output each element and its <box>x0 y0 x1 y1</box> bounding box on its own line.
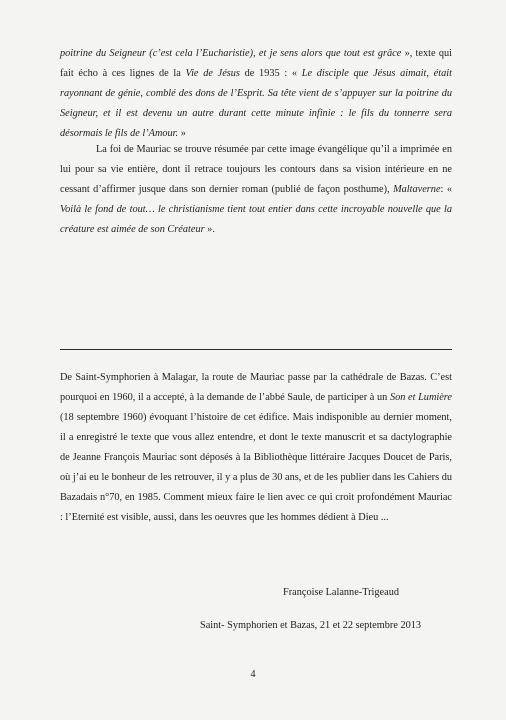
body-text: (18 septembre 1960) évoquant l’histoire de cet édifice. Mais indisponible au dernier moment, il a enregistré le texte que vous allez entendre, et dont le texte manuscrit et sa dactylographie de Jeanne François Mauriac sont déposés à la Bibliothèque littéraire Jacques Doucet de Paris, où j’ai eu le bonheur de les retrouver, il y a plus de 30 ans, et de les publier dans les Cahiers du Bazadais n°70, en 1985. Comment mieux faire le lien avec ce qui croit profondément Mauriac : l’Eternité est visible, aussi, dans les oeuvres que les hommes dédient à Dieu ... <box>60 412 452 523</box>
body-text: de 1935 : « <box>239 68 302 79</box>
book-title: Vie de Jésus <box>185 68 240 79</box>
author-name: Françoise Lalanne-Trigeaud <box>283 587 399 598</box>
page-number: 4 <box>250 669 256 680</box>
place-and-date: Saint- Symphorien et Bazas, 21 et 22 septembre 2013 <box>200 620 422 631</box>
body-text: », texte qui fait écho à ces lignes de la <box>60 48 452 79</box>
body-text: : « <box>440 184 452 195</box>
body-text: ». <box>204 224 215 235</box>
section-divider <box>60 349 452 350</box>
quote-text: poitrine du Seigneur (c’est cela l’Eucharistie), et je sens alors que tout est grâce <box>60 48 402 59</box>
body-text: De Saint-Symphorien à Malagar, la route de Mauriac passe par la cathédrale de Bazas. C’est pourquoi en 1960, il a accepté, à la demande de l’abbé Saule, de participer à un <box>60 372 452 403</box>
paragraph-bazas <box>60 368 452 528</box>
quote-text: Voilà le fond de tout… le christianisme tient tout entier dans cette incroyable nouvelle que la créature est aimée de son Créateur <box>60 204 452 235</box>
paragraph-faith-mauriac <box>60 140 452 240</box>
work-title: Son et Lumière <box>389 392 453 403</box>
body-text: La foi de Mauriac se trouve résumée par cette image évangélique qu’il a imprimée en lui pour sa vie entière, dont il retrace toujours les contours dans sa vision intérieure en ne cessant d’affirmer jusque dans son dernier roman (publié de façon posthume), <box>60 144 452 195</box>
paragraph-quote-eucharist <box>60 44 452 144</box>
book-title: Maltaverne <box>393 184 441 195</box>
body-text: » <box>178 128 186 139</box>
quote-text: Le disciple que Jésus aimait, était rayonnant de génie, comblé des dons de l’Esprit. Sa tête vient de s’appuyer sur la poitrine du Seigneur, et il est devenu un autre durant cette minute infinie : le fils du tonnerre sera désormais le fils de l’Amour. <box>60 68 452 139</box>
